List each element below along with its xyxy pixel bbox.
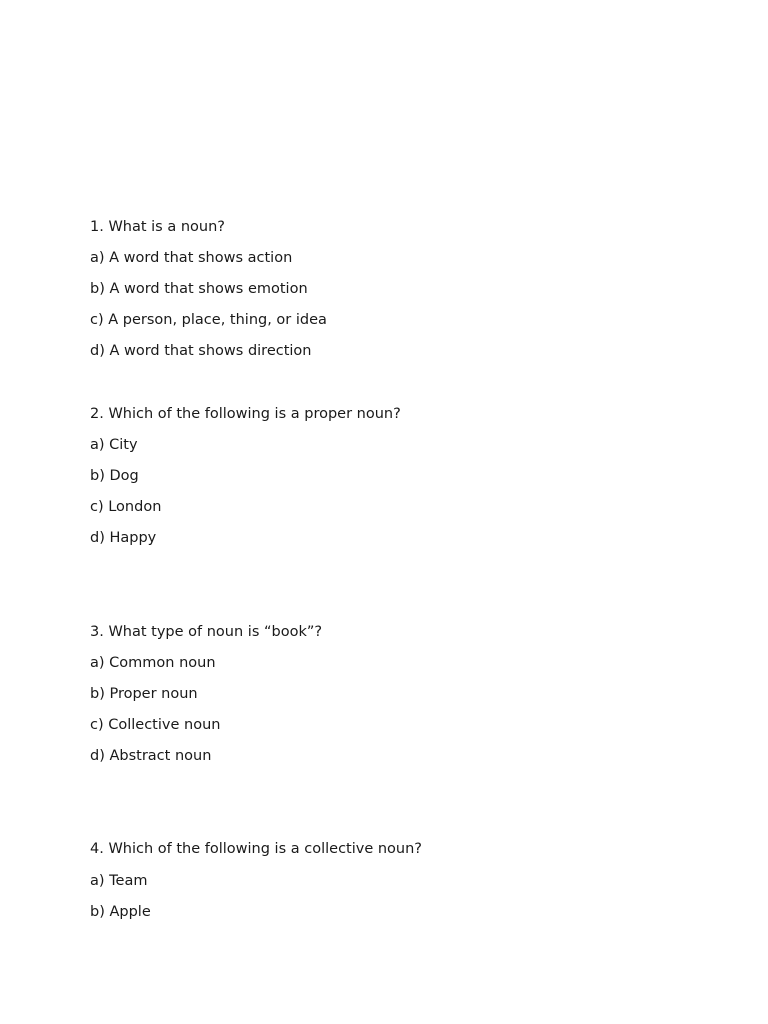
question-2-text: 2. Which of the following is a proper noun? <box>90 406 401 422</box>
question-3-text: 3. What type of noun is “book”? <box>90 624 323 640</box>
question-4-text: 4. Which of the following is a collective noun? <box>90 841 422 857</box>
question-4-option-b: b) Apple <box>90 904 151 920</box>
question-1-option-c: c) A person, place, thing, or idea <box>90 312 327 328</box>
question-1-option-b: b) A word that shows emotion <box>90 281 308 297</box>
question-4-option-a: a) Team <box>90 873 148 889</box>
question-1-text: 1. What is a noun? <box>90 219 225 235</box>
question-2-option-a: a) City <box>90 437 138 453</box>
question-3-option-c: c) Collective noun <box>90 717 221 733</box>
question-2-option-b: b) Dog <box>90 468 139 484</box>
question-1-option-a: a) A word that shows action <box>90 250 293 266</box>
question-2-option-c: c) London <box>90 499 162 515</box>
question-3-option-d: d) Abstract noun <box>90 748 212 764</box>
question-3-option-b: b) Proper noun <box>90 686 198 702</box>
question-1-option-d: d) A word that shows direction <box>90 343 312 359</box>
question-2-option-d: d) Happy <box>90 530 157 546</box>
question-3-option-a: a) Common noun <box>90 655 216 671</box>
